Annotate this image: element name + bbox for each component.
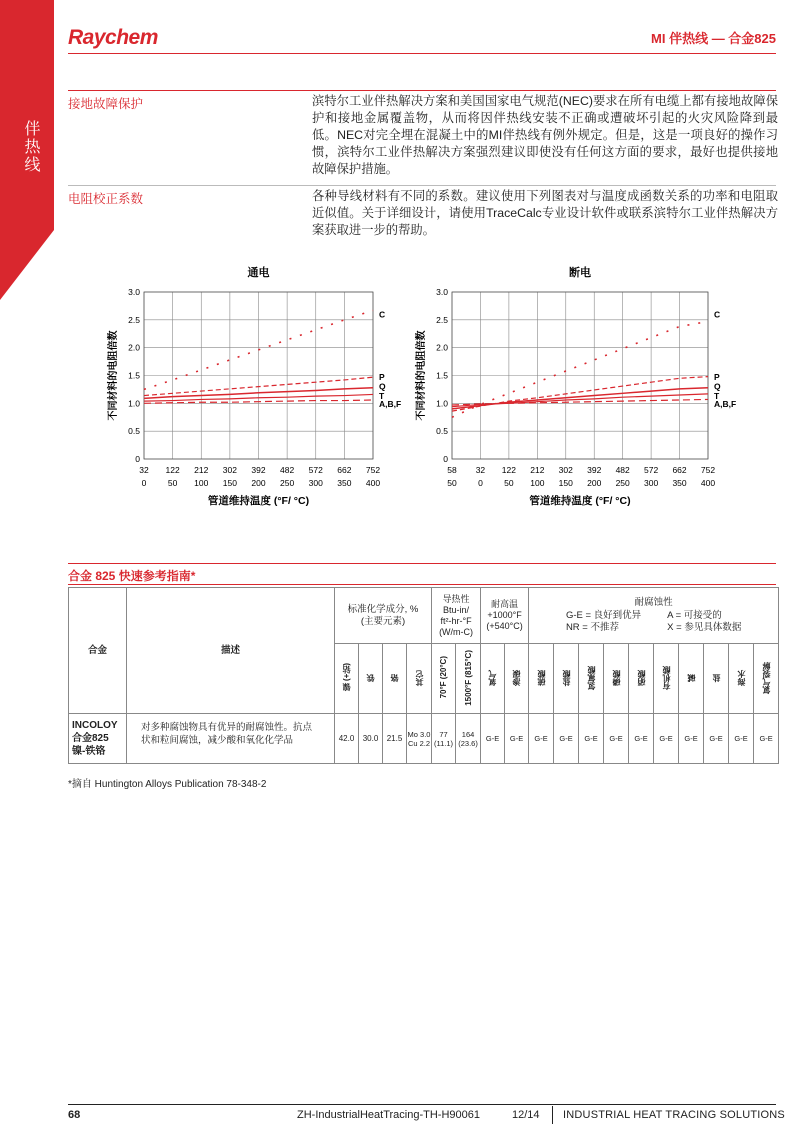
col-header-hydrofluoric: 氢氟酸 (579, 644, 604, 714)
x-tick-label-f: 122 (501, 465, 516, 475)
x-tick-label-f: 482 (280, 465, 295, 475)
y-tick-label: 2.5 (128, 314, 140, 325)
cell-carburizing: G-E (505, 714, 529, 764)
y-tick-label: 0 (135, 454, 140, 464)
x-tick-label-f: 302 (222, 465, 237, 475)
col-header-hydrochloric: 盐酸 (554, 644, 579, 714)
cell-alkali: G-E (679, 714, 704, 764)
legend-a: A = 可接受的 (667, 610, 722, 621)
series-label: A,B,F (379, 398, 402, 409)
x-tick-label-c: 0 (141, 478, 147, 488)
x-tick-label-c: 300 (644, 478, 659, 488)
document-code: ZH-IndustrialHeatTracing-TH-H90061 (297, 1109, 480, 1121)
cell-hydrochloric: G-E (554, 714, 579, 764)
x-tick-label-f: 662 (337, 465, 352, 475)
x-tick-label-f: 392 (251, 465, 266, 475)
group-header-thermal: 导热性 Btu-in/ ft²-hr-°F (W/m-C) (432, 588, 481, 644)
section-title-resistance: 电阻校正系数 (68, 192, 144, 206)
x-tick-label-f: 212 (530, 465, 545, 475)
x-tick-label-f: 212 (194, 465, 209, 475)
cell-phosphoric: G-E (604, 714, 629, 764)
group-header-temperature: 耐高温 +1000°F (+540°C) (481, 588, 529, 644)
y-axis-label: 不同材料的电阻倍数 (416, 330, 427, 421)
document-page: 12/14 (512, 1109, 540, 1121)
series-line-abf (452, 399, 708, 405)
footer-separator (552, 1106, 553, 1124)
legend-x: X = 参见具体数据 (667, 622, 742, 633)
series-label: T (379, 391, 385, 402)
series-label: Q (714, 381, 721, 392)
footer-tagline: INDUSTRIAL HEAT TRACING SOLUTIONS (563, 1109, 785, 1121)
series-label: T (714, 391, 720, 402)
cell-fe: 30.0 (359, 714, 383, 764)
y-tick-label: 2.0 (436, 342, 448, 353)
legend-ge: G-E = 良好到优异 (565, 610, 642, 621)
x-tick-label-f: 32 (475, 465, 486, 475)
group-header-chemistry: 标准化学成分, % (主要元素) (335, 588, 432, 644)
col-header-sulfuric: 硫酸 (529, 644, 554, 714)
page-number: 68 (68, 1109, 81, 1121)
corrosion-title: 耐腐蚀性 (634, 597, 673, 608)
cell-ni: 42.0 (335, 714, 359, 764)
x-tick-label-c: 350 (337, 478, 352, 488)
section-body-ground-fault: 滨特尔工业伴热解决方案和美国国家电气规范(NEC)要求在所有电缆上都有接地故障保护和接地金属覆盖物，从而将因伴热线安装不正确或遭破坏引起的火灾风险降到最低。NEC对完全埋在混凝土中的MI伴热线有例外规定。但是，这是一项良好的操作习惯，滨特尔工业伴热解决方案强烈建议即使没有任何这方面的要求，最好也提供接地故障保护措施。 (312, 94, 778, 176)
chart-unpowered (398, 262, 737, 512)
x-tick-label-c: 200 (251, 478, 266, 488)
col-header-alkali: 碱 (679, 644, 704, 714)
x-tick-label-c: 50 (167, 478, 178, 488)
y-tick-label: 3.0 (436, 287, 448, 297)
chart-title: 通电 (247, 267, 270, 279)
cell-k70: 77 (11.1) (432, 714, 456, 764)
section-divider-2 (68, 185, 776, 186)
series-label: P (379, 372, 385, 383)
col-header-fe: 铁 (359, 644, 383, 714)
x-tick-label-f: 752 (700, 465, 716, 475)
x-tick-label-f: 32 (139, 465, 149, 475)
series-label: P (714, 372, 720, 383)
corrosion-legend (529, 610, 778, 634)
x-tick-label-c: 50 (447, 478, 457, 488)
group-header-corrosion (529, 588, 779, 644)
col-header-chloride-cracking: 氯气裂解 (754, 644, 779, 714)
col-header-cr: 铬 (383, 644, 407, 714)
x-tick-label-f: 752 (365, 465, 381, 475)
cell-organic: G-E (654, 714, 679, 764)
x-tick-label-c: 200 (587, 478, 602, 488)
y-tick-label: 1.5 (436, 370, 448, 381)
y-tick-label: 1.5 (128, 370, 140, 381)
col-header-k1500: 1500°F (815°C) (456, 644, 481, 714)
x-tick-label-c: 250 (615, 478, 630, 488)
section-divider-1 (68, 90, 776, 91)
series-line-p (452, 377, 708, 412)
x-tick-label-c: 300 (308, 478, 323, 488)
y-tick-label: 3.0 (128, 287, 140, 297)
col-header-seawater: 海水 (729, 644, 754, 714)
x-tick-label-c: 50 (504, 478, 514, 488)
series-label: C (714, 309, 721, 320)
series-line-c (452, 322, 708, 418)
x-axis-label: 管道维持温度 (°F/ °C) (529, 495, 631, 507)
y-tick-label: 0.5 (436, 426, 448, 437)
cell-chloride-cracking: G-E (754, 714, 779, 764)
guide-divider-top (68, 563, 776, 564)
side-tab-label: 伴热线 (22, 120, 39, 174)
x-tick-label-f: 122 (165, 465, 180, 475)
footer-divider (68, 1104, 776, 1105)
guide-divider (68, 584, 776, 585)
y-tick-label: 0 (443, 454, 448, 464)
cell-alloy: INCOLOY 合金825 镍-铁铬 (69, 714, 127, 764)
col-header-ni: 镍 (+钴) (335, 644, 359, 714)
cell-description: 对多种腐蚀物具有优异的耐腐蚀性。抗点状和粒间腐蚀，减少酸和氧化化学品 (127, 714, 335, 764)
x-tick-label-c: 0 (478, 478, 483, 488)
x-tick-label-f: 662 (672, 465, 687, 475)
y-tick-label: 0.5 (128, 426, 140, 437)
col-header-organic: 有机酸 (654, 644, 679, 714)
x-tick-label-c: 400 (700, 478, 716, 488)
cell-cr: 21.5 (383, 714, 407, 764)
series-label: A,B,F (714, 398, 737, 409)
guide-title: 合金 825 快速参考指南* (68, 569, 196, 583)
col-header-salt: 盐 (704, 644, 729, 714)
col-header-k70: 70°F (20°C) (432, 644, 456, 714)
cell-nitric: G-E (629, 714, 654, 764)
col-header-carburizing: 渗碳 (505, 644, 529, 714)
col-header-other: 其它 (407, 644, 432, 714)
x-tick-label-f: 572 (644, 465, 659, 475)
cell-other: Mo 3.0 Cu 2.2 (407, 714, 432, 764)
cell-salt: G-E (704, 714, 729, 764)
legend-nr: NR = 不推荐 (565, 622, 619, 633)
x-tick-label-c: 150 (222, 478, 237, 488)
col-header-alloy: 合金 (69, 588, 127, 714)
page-title: MI 伴热线 — 合金825 (651, 31, 776, 46)
x-tick-label-c: 150 (558, 478, 573, 488)
quick-reference-table (68, 587, 779, 764)
chart-powered (90, 262, 400, 512)
series-label: C (379, 309, 386, 320)
col-header-phosphoric: 磷酸 (604, 644, 629, 714)
x-tick-label-f: 302 (558, 465, 573, 475)
series-label: Q (379, 381, 386, 392)
y-tick-label: 2.5 (436, 314, 448, 325)
y-tick-label: 2.0 (128, 342, 140, 353)
y-tick-label: 1.0 (128, 398, 140, 409)
footnote: *摘自 Huntington Alloys Publication 78-348-2 (68, 779, 267, 790)
table-row (69, 714, 779, 764)
col-header-description: 描述 (127, 588, 335, 714)
x-tick-label-c: 400 (365, 478, 381, 488)
x-tick-label-c: 350 (672, 478, 687, 488)
cell-oxygen: G-E (481, 714, 505, 764)
x-tick-label-c: 250 (280, 478, 295, 488)
series-line-q (452, 388, 708, 409)
cell-sulfuric: G-E (529, 714, 554, 764)
x-tick-label-c: 100 (194, 478, 209, 488)
chart-title: 断电 (569, 267, 591, 279)
header-divider (68, 53, 776, 54)
x-tick-label-f: 482 (615, 465, 630, 475)
x-tick-label-f: 392 (587, 465, 602, 475)
x-tick-label-f: 58 (447, 465, 457, 475)
y-axis-label: 不同材料的电阻倍数 (108, 330, 119, 421)
y-tick-label: 1.0 (436, 398, 448, 409)
brand-logo: Raychem (68, 26, 158, 49)
x-tick-label-f: 572 (308, 465, 323, 475)
col-header-oxygen: 氧气 (481, 644, 505, 714)
x-tick-label-c: 100 (530, 478, 545, 488)
x-axis-label: 管道维持温度 (°F/ °C) (207, 495, 310, 507)
section-body-resistance: 各种导线材料有不同的系数。建议使用下列图表对与温度成函数关系的功率和电阻取近似值。关于详细设计，请使用TraceCalc专业设计软件或联系滨特尔工业伴热解决方案获取进一步的帮助。 (312, 189, 778, 237)
col-header-nitric: 硝酸 (629, 644, 654, 714)
cell-seawater: G-E (729, 714, 754, 764)
cell-hydrofluoric: G-E (579, 714, 604, 764)
cell-k1500: 164 (23.6) (456, 714, 481, 764)
section-title-ground-fault: 接地故障保护 (68, 97, 144, 111)
